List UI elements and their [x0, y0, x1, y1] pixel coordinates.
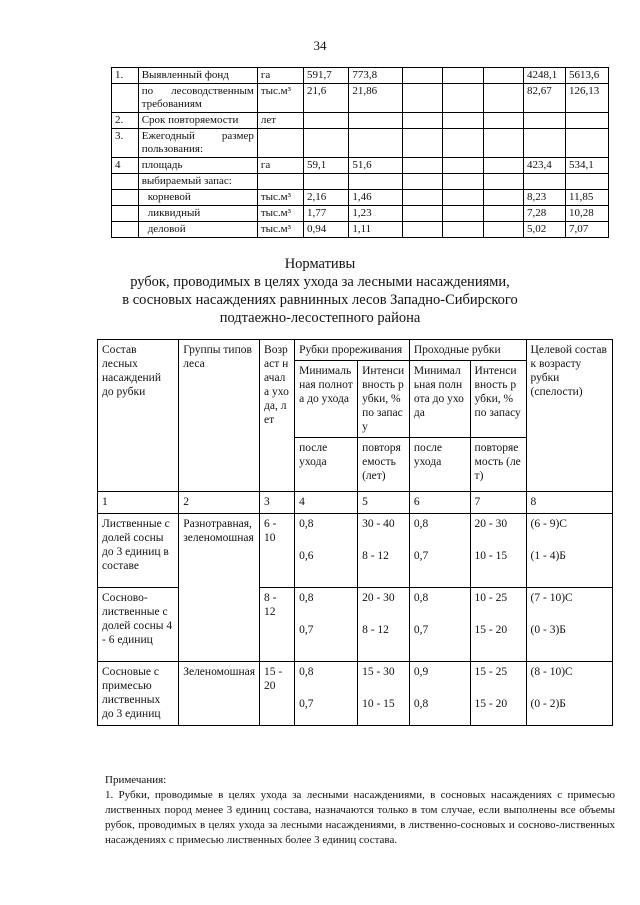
cell-c6 [524, 113, 566, 129]
cell-c4 [443, 158, 483, 174]
header-thinning-after: после ухода [295, 438, 358, 492]
cell-c2 [349, 174, 403, 190]
table-row [112, 190, 609, 206]
cell-c7: 5613,6 [566, 68, 609, 84]
cell-c6: 7,28 [524, 206, 566, 222]
cell-num [112, 190, 139, 206]
cell-c5 [483, 113, 523, 129]
column-number: 6 [409, 492, 470, 514]
norm-row [98, 662, 613, 726]
table-row [112, 129, 609, 158]
cell-num [112, 222, 139, 238]
cell-c2 [349, 129, 403, 158]
cell-c2: 1,46 [349, 190, 403, 206]
passage-intensity-value: 20 - 30 [474, 518, 508, 530]
cell-c7: 7,07 [566, 222, 609, 238]
cell-name: Ежегодный размер пользования: [138, 129, 257, 158]
cell-num [112, 206, 139, 222]
target-composition-value: (6 - 9)С [530, 518, 567, 530]
forest-type-cell: Разнотравная, зеленомошная [179, 514, 260, 662]
notes-heading: Примечания: [105, 774, 167, 786]
cell-c5 [483, 68, 523, 84]
cell-c3 [402, 68, 442, 84]
passage-density [409, 662, 470, 726]
target-composition-value: (0 - 2)Б [530, 698, 566, 710]
cell-unit: тыс.м³ [257, 206, 303, 222]
thinning-intensity [358, 588, 410, 662]
forest-type-cell: Зеленомошная [179, 662, 260, 726]
upper-volume-table [111, 67, 609, 238]
cell-name: Выявленный фонд [138, 68, 257, 84]
header-thinning-intensity: Интенсивность рубки, % по запасу [358, 361, 410, 438]
cell-name: ликвидный [138, 206, 257, 222]
passage-intensity [470, 588, 526, 662]
norm-row [98, 514, 613, 588]
cell-c2: 773,8 [349, 68, 403, 84]
cell-num: 4 [112, 158, 139, 174]
cell-c5 [483, 84, 523, 113]
cell-num: 3. [112, 129, 139, 158]
cell-name: по лесоводственным требованиям [138, 84, 257, 113]
cell-c6: 4248,1 [524, 68, 566, 84]
target-composition [526, 588, 612, 662]
cell-name: корневой [138, 190, 257, 206]
page-number: 34 [313, 38, 327, 53]
cell-c3 [402, 158, 442, 174]
norm-row [98, 588, 613, 662]
table-row [112, 158, 609, 174]
passage-density-value: 0,8 [413, 698, 429, 710]
title-line-3: в сосновых насаждениях равнинных лесов Западно-Сибирского [122, 292, 518, 308]
cell-c6: 82,67 [524, 84, 566, 113]
passage-intensity-value: 15 - 25 [474, 666, 508, 678]
column-number: 1 [98, 492, 179, 514]
table-row [112, 206, 609, 222]
table-row [112, 68, 609, 84]
cell-c6 [524, 129, 566, 158]
notes [105, 773, 615, 848]
cell-unit: га [257, 68, 303, 84]
cell-c4 [443, 129, 483, 158]
cell-c6: 8,23 [524, 190, 566, 206]
table-row [112, 222, 609, 238]
cell-c3 [402, 190, 442, 206]
cell-c7: 126,13 [566, 84, 609, 113]
cell-c6 [524, 174, 566, 190]
title-line-1: Нормативы [284, 256, 356, 272]
passage-intensity-value: 15 - 20 [474, 698, 508, 710]
cell-unit: лет [257, 113, 303, 129]
thinning-density [295, 588, 358, 662]
column-number: 4 [295, 492, 358, 514]
target-composition-value: (0 - 3)Б [530, 624, 566, 636]
cell-c2: 1,23 [349, 206, 403, 222]
thinning-intensity-value: 15 - 30 [362, 666, 395, 678]
cell-c1: 59,1 [304, 158, 349, 174]
cell-unit: га [257, 158, 303, 174]
header-age: Возраст начала ухода, лет [260, 340, 295, 492]
cell-unit [257, 174, 303, 190]
cell-c5 [483, 129, 523, 158]
column-number: 5 [358, 492, 410, 514]
thinning-density-value: 0,7 [299, 624, 314, 636]
thinning-intensity [358, 662, 410, 726]
header-thinning-repeat: повторяемость (лет) [358, 438, 410, 492]
cell-name: площадь [138, 158, 257, 174]
composition-cell: Сосново-лиственные с долей сосны 4 - 6 единиц [98, 588, 179, 662]
cell-c4 [443, 84, 483, 113]
target-composition-value: (7 - 10)С [530, 592, 573, 604]
cell-c7 [566, 174, 609, 190]
header-thinning: Рубки прореживания [295, 340, 410, 361]
passage-density-value: 0,8 [413, 518, 429, 530]
cell-c7 [566, 113, 609, 129]
cell-c4 [443, 206, 483, 222]
cell-c3 [402, 206, 442, 222]
cell-c1: 21,6 [304, 84, 349, 113]
cell-unit: тыс.м³ [257, 190, 303, 206]
composition-cell: Сосновые с примесью лиственных до 3 единиц [98, 662, 179, 726]
passage-intensity-value: 15 - 20 [474, 624, 508, 636]
cell-c2: 51,6 [349, 158, 403, 174]
cell-c4 [443, 222, 483, 238]
cell-c1 [304, 129, 349, 158]
header-passage-repeat: повторяемость (лет) [470, 438, 526, 492]
cell-c1 [304, 174, 349, 190]
header-passage-min-density: Минимальная полнота до ухода [409, 361, 470, 438]
passage-density-value: 0,7 [413, 624, 429, 636]
passage-intensity-value: 10 - 25 [474, 592, 508, 604]
norms-table [97, 339, 613, 726]
header-passage-intensity: Интенсивность рубки, % по запасу [470, 361, 526, 438]
cell-name: деловой [138, 222, 257, 238]
age-cell: 15 - 20 [260, 662, 295, 726]
cell-c2: 1,11 [349, 222, 403, 238]
thinning-intensity [358, 514, 410, 588]
thinning-intensity-value: 20 - 30 [362, 592, 395, 604]
cell-name: выбираемый запас: [138, 174, 257, 190]
cell-c2 [349, 113, 403, 129]
cell-c3 [402, 84, 442, 113]
cell-c5 [483, 190, 523, 206]
thinning-intensity-value: 30 - 40 [362, 518, 395, 530]
cell-c3 [402, 129, 442, 158]
thinning-density [295, 514, 358, 588]
cell-c4 [443, 174, 483, 190]
thinning-density-value: 0,7 [299, 698, 314, 710]
passage-density-value: 0,9 [413, 666, 429, 678]
thinning-intensity-value: 8 - 12 [362, 550, 389, 562]
thinning-density-value: 0,8 [299, 592, 314, 604]
cell-num: 2. [112, 113, 139, 129]
cell-c7: 11,85 [566, 190, 609, 206]
column-number: 7 [470, 492, 526, 514]
header-passage: Проходные рубки [409, 340, 526, 361]
cell-c1: 0,94 [304, 222, 349, 238]
cell-c5 [483, 158, 523, 174]
cell-c1: 591,7 [304, 68, 349, 84]
cell-num: 1. [112, 68, 139, 84]
cell-name: Срок повторяемости [138, 113, 257, 129]
title-line-4: подтаежно-лесостепного района [219, 310, 421, 326]
target-composition [526, 514, 612, 588]
title-line-2: рубок, проводимых в целях ухода за лесными насаждениями, [130, 274, 510, 290]
thinning-intensity-value: 10 - 15 [362, 698, 395, 710]
cell-c6: 423,4 [524, 158, 566, 174]
passage-intensity [470, 662, 526, 726]
passage-intensity [470, 514, 526, 588]
cell-c2: 21,86 [349, 84, 403, 113]
cell-c5 [483, 174, 523, 190]
header-thinning-min-density: Минимальная полнота до ухода [295, 361, 358, 438]
cell-c1: 2,16 [304, 190, 349, 206]
cell-unit: тыс.м³ [257, 222, 303, 238]
cell-c3 [402, 222, 442, 238]
age-cell: 8 - 12 [260, 588, 295, 662]
cell-c1: 1,77 [304, 206, 349, 222]
cell-c7 [566, 129, 609, 158]
cell-num [112, 174, 139, 190]
thinning-density-value: 0,8 [299, 666, 314, 678]
passage-density [409, 514, 470, 588]
passage-intensity-value: 10 - 15 [474, 550, 508, 562]
target-composition-value: (1 - 4)Б [530, 550, 566, 562]
cell-c4 [443, 190, 483, 206]
thinning-density-value: 0,6 [299, 550, 314, 562]
cell-unit [257, 129, 303, 158]
cell-unit: тыс.м³ [257, 84, 303, 113]
table-row [112, 84, 609, 113]
cell-c7: 10,28 [566, 206, 609, 222]
passage-density-value: 0,8 [413, 592, 429, 604]
header-forest-groups: Группы типов леса [179, 340, 260, 492]
header-composition: Состав лесных насаждений до рубки [98, 340, 179, 492]
cell-c3 [402, 113, 442, 129]
cell-c4 [443, 113, 483, 129]
target-composition [526, 662, 612, 726]
header-passage-after: после ухода [409, 438, 470, 492]
cell-c4 [443, 68, 483, 84]
cell-num [112, 84, 139, 113]
column-number: 8 [526, 492, 612, 514]
thinning-density [295, 662, 358, 726]
composition-cell: Лиственные с долей сосны до 3 единиц в составе [98, 514, 179, 588]
thinning-density-value: 0,8 [299, 518, 314, 530]
cell-c5 [483, 206, 523, 222]
age-cell: 6 - 10 [260, 514, 295, 588]
notes-text: 1. Рубки, проводимые в целях ухода за лесными насаждениями, в сосновых насаждениях с примесью лиственных пород менее 3 единиц состава, назначаются только в том случае, если выполнены все объемы рубок, проводимых в целях ухода за лесными насаждениями, в лиственно-сосновых и сосново-лиственных насаждениях с примесью лиственных более 3 единиц состава. [105, 789, 615, 846]
target-composition-value: (8 - 10)С [530, 666, 573, 678]
table-row [112, 113, 609, 129]
table-row [112, 174, 609, 190]
column-number: 2 [179, 492, 260, 514]
cell-c5 [483, 222, 523, 238]
cell-c3 [402, 174, 442, 190]
column-number: 3 [260, 492, 295, 514]
header-target: Целевой состав к возрасту рубки (спелости) [526, 340, 612, 492]
cell-c1 [304, 113, 349, 129]
passage-density [409, 588, 470, 662]
thinning-intensity-value: 8 - 12 [362, 624, 389, 636]
cell-c7: 534,1 [566, 158, 609, 174]
cell-c6: 5,02 [524, 222, 566, 238]
passage-density-value: 0,7 [413, 550, 429, 562]
